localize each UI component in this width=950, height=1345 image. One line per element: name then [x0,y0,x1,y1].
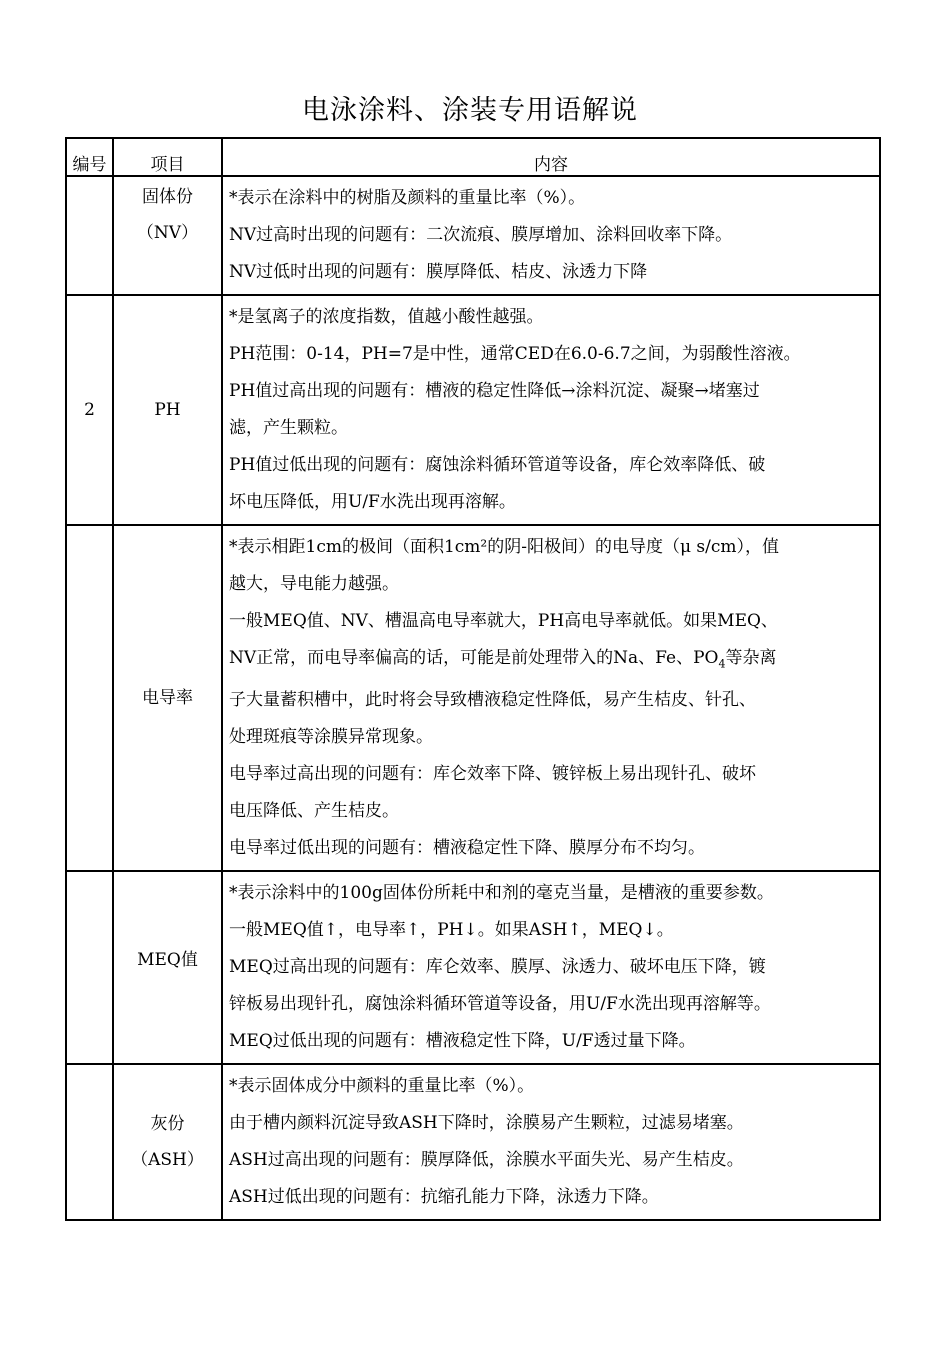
row-number [66,871,113,1064]
content-line: 滤，产生颗粒。 [229,418,348,438]
content-line: 处理斑痕等涂膜异常现象。 [229,727,433,748]
table-row [66,1064,880,1220]
row-item [113,176,222,295]
content-line: 电导率过低出现的问题有：槽液稳定性下降、膜厚分布不均匀。 [229,838,705,859]
row-number: 2 [66,295,113,525]
content-line: *表示在涂料中的树脂及颜料的重量比率（%）。 [229,188,586,208]
content-line: *是氢离子的浓度指数，值越小酸性越强。 [229,307,544,327]
content-line: 由于槽内颜料沉淀导致ASH下降时，涂膜易产生颗粒，过滤易堵塞。 [229,1113,744,1134]
row-content [222,871,880,1064]
row-content [222,176,880,295]
content-line: ASH过低出现的问题有：抗缩孔能力下降，泳透力下降。 [229,1187,659,1208]
content-line: *表示相距1cm的极间（面积1cm²的阴-阳极间）的电导度（μ s/cm），值 [229,537,780,557]
glossary-table [65,137,881,1221]
content-line: 越大，导电能力越强。 [229,574,399,594]
table-header-row [66,138,880,176]
item-line: PH [154,400,181,420]
content-line: PH值过高出现的问题有：槽液的稳定性降低→涂料沉淀、凝聚→堵塞过 [229,381,760,401]
content-line: 一般MEQ值、NV、槽温高电导率就大，PH高电导率就低。如果MEQ、 [229,611,778,631]
row-item [113,295,222,525]
content-line: *表示固体成分中颜料的重量比率（%）。 [229,1076,535,1097]
row-item [113,871,222,1064]
content-line: NV过高时出现的问题有：二次流痕、膜厚增加、涂料回收率下降。 [229,225,733,245]
content-line: MEQ过高出现的问题有：库仑效率、膜厚、泳透力、破坏电压下降，镀 [229,957,766,978]
header-item: 项目 [113,138,222,176]
content-line: ASH过高出现的问题有：膜厚降低，涂膜水平面失光、易产生桔皮。 [229,1150,744,1171]
table-row [66,176,880,295]
item-line: 电导率 [142,688,193,709]
table-row [66,871,880,1064]
row-number [66,1064,113,1220]
document-title: 电泳涂料、涂装专用语解说 [302,95,638,126]
content-line: 一般MEQ值↑，电导率↑，PH↓。如果ASH↑，MEQ↓。 [229,920,674,941]
table-row [66,295,880,525]
item-line: 固体份 [142,187,193,207]
row-content [222,1064,880,1220]
content-line: PH值过低出现的问题有：腐蚀涂料循环管道等设备，库仑效率降低、破 [229,455,766,475]
row-content [222,295,880,525]
content-line: 电压降低、产生桔皮。 [229,801,399,822]
row-content [222,525,880,871]
item-line: （NV） [136,223,199,243]
row-number [66,176,113,295]
item-line: 灰份 [150,1114,185,1135]
content-line: 锌板易出现针孔，腐蚀涂料循环管道等设备，用U/F水洗出现再溶解等。 [229,994,771,1015]
content-line: *表示涂料中的100g固体份所耗中和剂的毫克当量，是槽液的重要参数。 [229,883,774,904]
item-line: （ASH） [131,1150,204,1171]
content-line: MEQ过低出现的问题有：槽液稳定性下降，U/F透过量下降。 [229,1031,696,1052]
header-number: 编号 [66,138,113,176]
content-line: 坏电压降低，用U/F水洗出现再溶解。 [229,492,516,512]
content-line [229,640,879,682]
row-number [66,525,113,871]
content-line: NV过低时出现的问题有：膜厚降低、桔皮、泳透力下降 [229,262,648,282]
header-content: 内容 [222,138,880,176]
content-line: PH范围：0-14，PH=7是中性，通常CED在6.0-6.7之间，为弱酸性溶液。 [229,344,801,364]
item-line: MEQ值 [137,950,198,971]
table-row [66,525,880,871]
row-item [113,525,222,871]
content-line: 电导率过高出现的问题有：库仑效率下降、镀锌板上易出现针孔、破坏 [229,764,756,785]
content-line: 子大量蓄积槽中，此时将会导致槽液稳定性降低，易产生桔皮、针孔、 [229,690,756,711]
content-text: NV正常，而电导率偏高的话，可能是前处理带入的Na、Fe、PO [229,648,719,668]
row-item [113,1064,222,1220]
content-text: 等杂离 [725,648,777,668]
subscript-text: 4 [718,657,726,671]
